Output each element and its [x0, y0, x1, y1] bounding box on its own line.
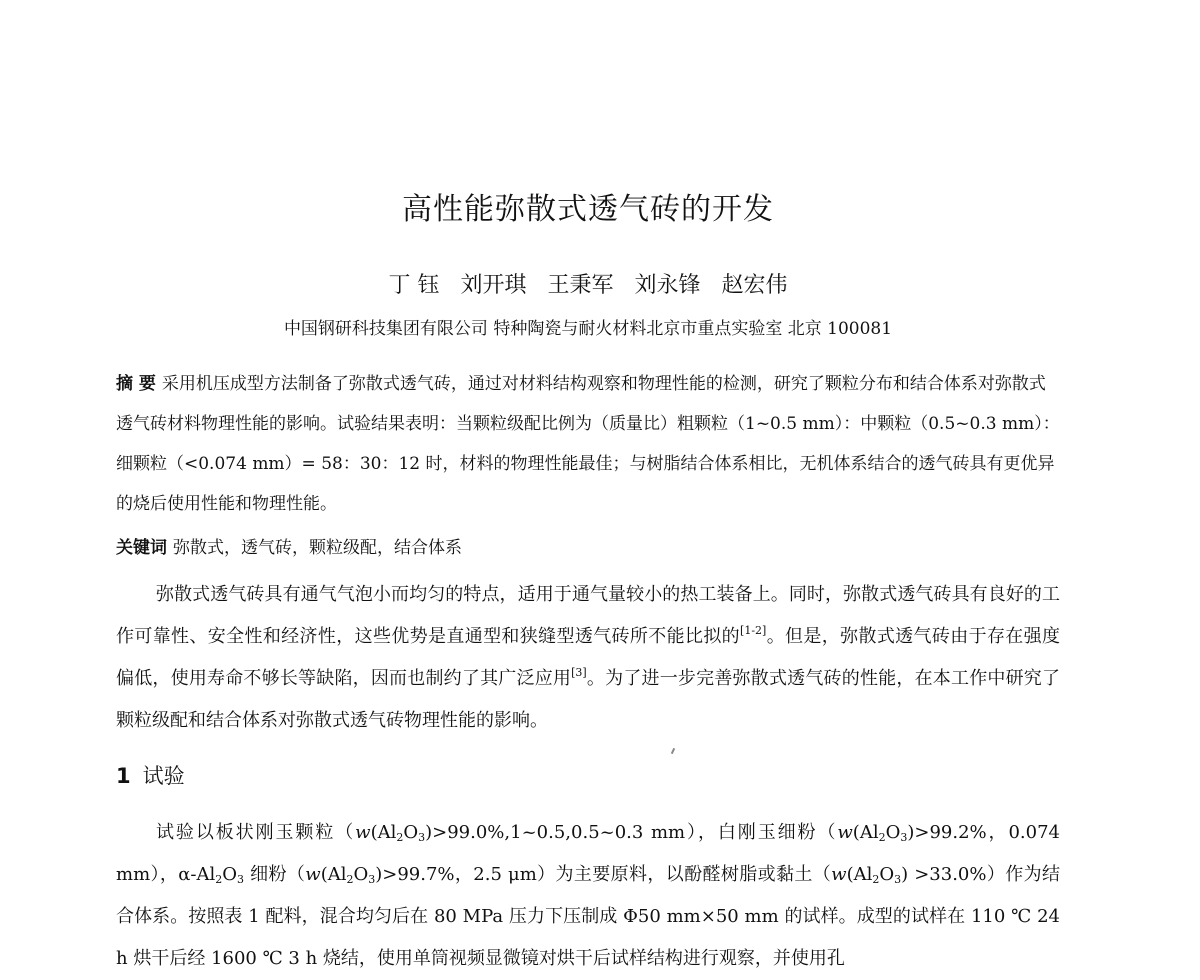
exp-text: O — [879, 864, 895, 885]
exp-text: )>99.7%，2.5 μm）为主要原料，以酚醛树脂或黏土（ — [375, 864, 832, 885]
exp-text: O — [885, 822, 901, 843]
exp-text: )>99.2%，0.074 mm），α-Al — [116, 822, 1060, 885]
citation-1-2: [1-2] — [740, 624, 767, 637]
section-heading — [116, 760, 185, 790]
exp-text: 细粉（ — [244, 864, 306, 885]
exp-w: w — [305, 864, 321, 885]
exp-sub: 2 — [872, 873, 880, 886]
exp-sub: 2 — [215, 873, 223, 886]
exp-w: w — [355, 822, 371, 843]
keywords-label: 关键词 — [116, 538, 167, 558]
intro-text-1: 弥散式透气砖具有通气气泡小而均匀的特点，适用于通气量较小的热工装备上。同时，弥散式透气砖具有良好的工作可靠性、安全性和经济性，这些优势是直通型和狭缝型透气砖所不能比拟的 — [116, 584, 1060, 647]
citation-3: [3] — [571, 666, 587, 679]
author-list: 丁 钰 刘开琪 王秉军 刘永锋 赵宏伟 — [388, 273, 788, 298]
abstract-text: 采用机压成型方法制备了弥散式透气砖，通过对材料结构观察和物理性能的检测，研究了颗粒分布和结合体系对弥散式透气砖材料物理性能的影响。试验结果表明：当颗粒级配比例为（质量比）粗颗粒（1~0.5 mm）：中颗粒（0.5~0.3 mm）：细颗粒（<0.074 mm）= 58：30：12 时，材料的物理性能最佳；与树脂结合体系相比，无机体系结合的透气砖具有更优异的烧后使用性能和物理性能。 — [116, 374, 1060, 514]
affiliation: 中国钢研科技集团有限公司 特种陶瓷与耐火材料北京市重点实验室 北京 100081 — [283, 319, 893, 339]
exp-text: O — [403, 822, 419, 843]
intro-text-3: 。为了进一步完善弥散式透气砖的性能，在本工作中研究了颗粒级配和结合体系对弥散式透气砖物理性能的影响。 — [116, 668, 1061, 731]
exp-w: w — [837, 822, 853, 843]
exp-sub: 3 — [237, 873, 245, 886]
exp-text: ) >33.0%）作为结合体系。按照表 1 配料，混合均匀后在 80 MPa 压力下压制成 Φ50 mm×50 mm 的试样。成型的试样在 110 ℃ 24 h 烘干后经 1600 ℃ 3 h 烧结，使用单筒视频显微镜对烘干后试样结构进行观察，并使用孔 — [116, 864, 1060, 969]
exp-text: (Al — [852, 822, 879, 843]
keywords — [116, 532, 1060, 564]
exp-text: (Al — [846, 864, 873, 885]
exp-sub: 3 — [900, 831, 908, 844]
intro-paragraph — [116, 574, 1060, 742]
intro-text-2: 。但是，弥散式透气砖由于存在强度偏低，使用寿命不够长等缺陷，因而也制约了其广泛应用 — [116, 626, 1061, 689]
exp-sub: 2 — [396, 831, 404, 844]
exp-text: (Al — [320, 864, 347, 885]
exp-text: )>99.0%,1~0.5,0.5~0.3 mm），白刚玉细粉（ — [425, 822, 838, 843]
paper-title: 高性能弥散式透气砖的开发 — [402, 192, 774, 227]
scan-speck — [671, 748, 675, 754]
exp-sub: 3 — [368, 873, 376, 886]
exp-text: 试验以板状刚玉颗粒（ — [156, 822, 356, 843]
exp-sub: 2 — [346, 873, 354, 886]
experiment-paragraph — [116, 812, 1060, 980]
exp-w: w — [831, 864, 847, 885]
exp-sub: 3 — [894, 873, 902, 886]
section-number: 1 — [116, 764, 131, 788]
exp-text: O — [353, 864, 369, 885]
abstract — [116, 364, 1060, 524]
exp-text: O — [222, 864, 238, 885]
exp-sub: 3 — [418, 831, 426, 844]
exp-sub: 2 — [878, 831, 886, 844]
keywords-text: 弥散式，透气砖，颗粒级配，结合体系 — [173, 538, 462, 558]
exp-text: (Al — [370, 822, 397, 843]
abstract-label: 摘 要 — [116, 374, 156, 394]
section-title: 试验 — [142, 764, 185, 788]
